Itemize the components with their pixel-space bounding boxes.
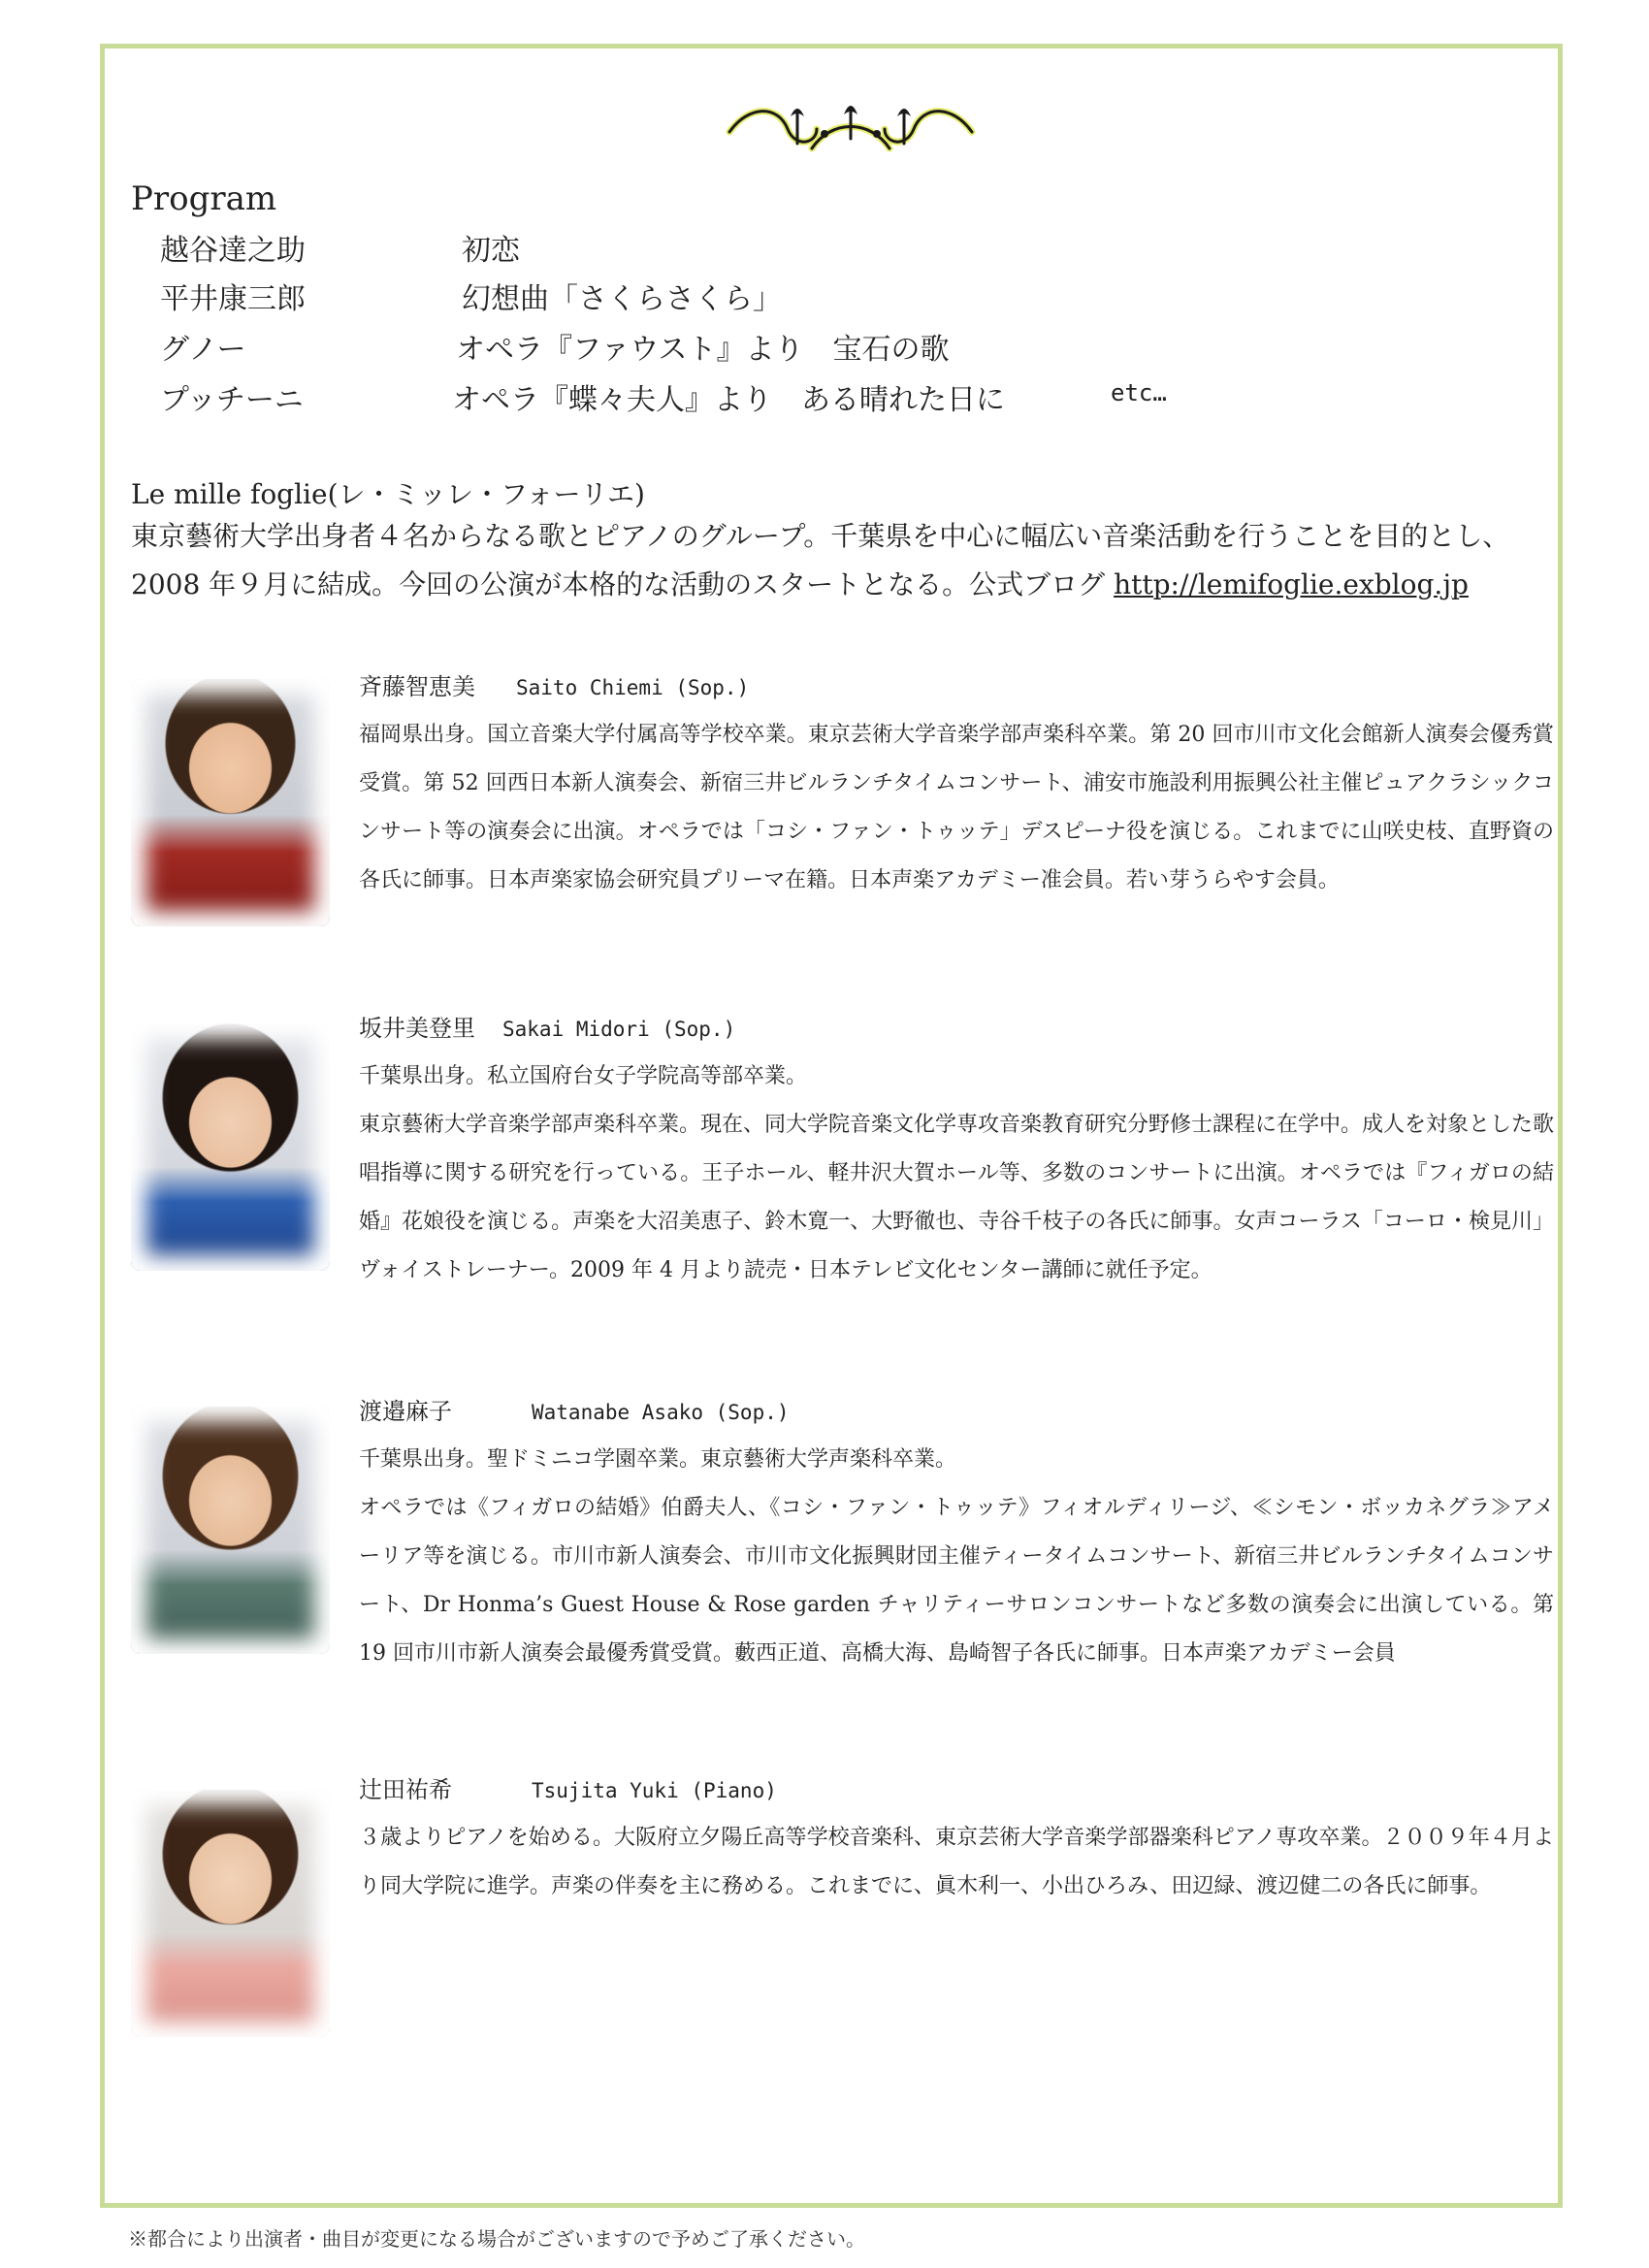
program-composer: 平井康三郎 (160, 282, 306, 316)
member-profile (359, 1392, 1554, 1678)
program-item (0, 375, 1649, 424)
member-name-jp: 辻田祐希 (359, 1776, 452, 1803)
member-bio: ３歳よりピアノを始める。大阪府立夕陽丘高等学校音楽科、東京芸術大学音楽学部器楽科ピアノ専攻卒業。２００９年４月より同大学院に進学。声楽の伴奏を主に務める。これまでに、眞木利一、小出ひろみ、田辺緑、渡辺健二の各氏に師事。 (359, 1826, 1554, 1898)
program-composer: グノー (160, 333, 246, 367)
member-name-jp: 坂井美登里 (359, 1015, 475, 1042)
program-item (0, 226, 1649, 275)
member-name-en: Saito Chiemi (Sop.) (516, 676, 750, 699)
member-bio: 千葉県出身。私立国府台女子学院高等部卒業。 東京藝術大学音楽学部声楽科卒業。現在、同大学院音楽文化学専攻音楽教育研究分野修士課程に在学中。成人を対象とした歌唱指導に関する研究を行っている。王子ホール、軽井沢大賀ホール等、多数のコンサートに出演。オペラでは『フィガロの結婚』花娘役を演じる。声楽を大沼美恵子、鈴木寛一、大野徹也、寺谷千枝子の各氏に師事。女声コーラス「コーロ・検見川」ヴォイストレーナー。2009 年 4 月より読売・日本テレビ文化センター講師に就任予定。 (359, 1064, 1555, 1282)
member-photo (131, 1407, 330, 1654)
program-composer: 越谷達之助 (160, 234, 306, 268)
program-title: Program (131, 179, 277, 218)
member-name (359, 1770, 1554, 1809)
program-item (0, 275, 1649, 323)
member-photo (131, 679, 330, 926)
member-name-en: Tsujita Yuki (Piano) (532, 1779, 777, 1802)
group-title: Le mille foglie(レ・ミッレ・フォーリエ) (131, 478, 645, 510)
member-name-jp: 斉藤智恵美 (359, 673, 475, 700)
program-work: 幻想曲「さくらさくら」 (462, 282, 782, 316)
member-profile (359, 1009, 1554, 1295)
member-name (359, 667, 1554, 706)
program-work: オペラ『ファウスト』より 宝石の歌 (456, 333, 950, 367)
member-name-jp: 渡邉麻子 (359, 1398, 452, 1425)
member-profile (359, 1770, 1554, 1911)
blog-link[interactable]: http://lemifoglie.exblog.jp (1114, 568, 1469, 600)
program-work: 初恋 (462, 234, 520, 268)
member-name (359, 1009, 1554, 1048)
footnote: ※都合により出演者・曲目が変更になる場合がございますので予めご了承ください。 (128, 2227, 865, 2251)
member-profile (359, 667, 1554, 905)
member-photo (131, 1790, 330, 2037)
member-name-en: Sakai Midori (Sop.) (502, 1018, 736, 1041)
member-bio: 福岡県出身。国立音楽大学付属高等学校卒業。東京芸術大学音楽学部声楽科卒業。第 20 回市川市文化会館新人演奏会優秀賞受賞。第 52 回西日本新人演奏会、新宿三井ビルランチタイムコンサート、浦安市施設利用振興公社主催ピュアクラシックコンサート等の演奏会に出演。オペラでは「コシ・ファン・トゥッテ」デスピーナ役を演じる。これまでに山咲史枝、直野資の各氏に師事。日本声楽家協会研究員プリーマ在籍。日本声楽アカデミー准会員。若い芽うらやす会員。 (359, 723, 1554, 892)
member-bio: 千葉県出身。聖ドミニコ学園卒業。東京藝術大学声楽科卒業。 オペラでは《フィガロの結婚》伯爵夫人、《コシ・ファン・トゥッテ》フィオルディリージ、≪シモン・ボッカネグラ≫アメーリア等を演じる。市川市新人演奏会、市川市文化振興財団主催ティータイムコンサート、新宿三井ビルランチタイムコンサート、Dr Honma’s Guest House & Rose garden チャリティーサロンコンサートなど多数の演奏会に出演している。第 19 回市川市新人演奏会最優秀賞受賞。藪西正道、高橋大海、島崎智子各氏に師事。日本声楽アカデミー会員 (359, 1447, 1554, 1666)
group-description-text: 東京藝術大学出身者４名からなる歌とピアノのグループ。千葉県を中心に幅広い音楽活動を行うことを目的とし、2008 年９月に結成。今回の公演が本格的な活動のスタートとなる。公式ブログ (131, 520, 1510, 600)
group-description (131, 512, 1537, 609)
program-item (0, 325, 1649, 373)
member-name-en: Watanabe Asako (Sop.) (532, 1401, 790, 1424)
program-composer: プッチーニ (160, 383, 304, 417)
ornament-icon (720, 95, 982, 163)
program-etc: etc… (1111, 379, 1167, 406)
program-work: オペラ『蝶々夫人』より ある晴れた日に (452, 383, 1005, 417)
member-photo (131, 1023, 330, 1271)
member-name (359, 1392, 1554, 1431)
